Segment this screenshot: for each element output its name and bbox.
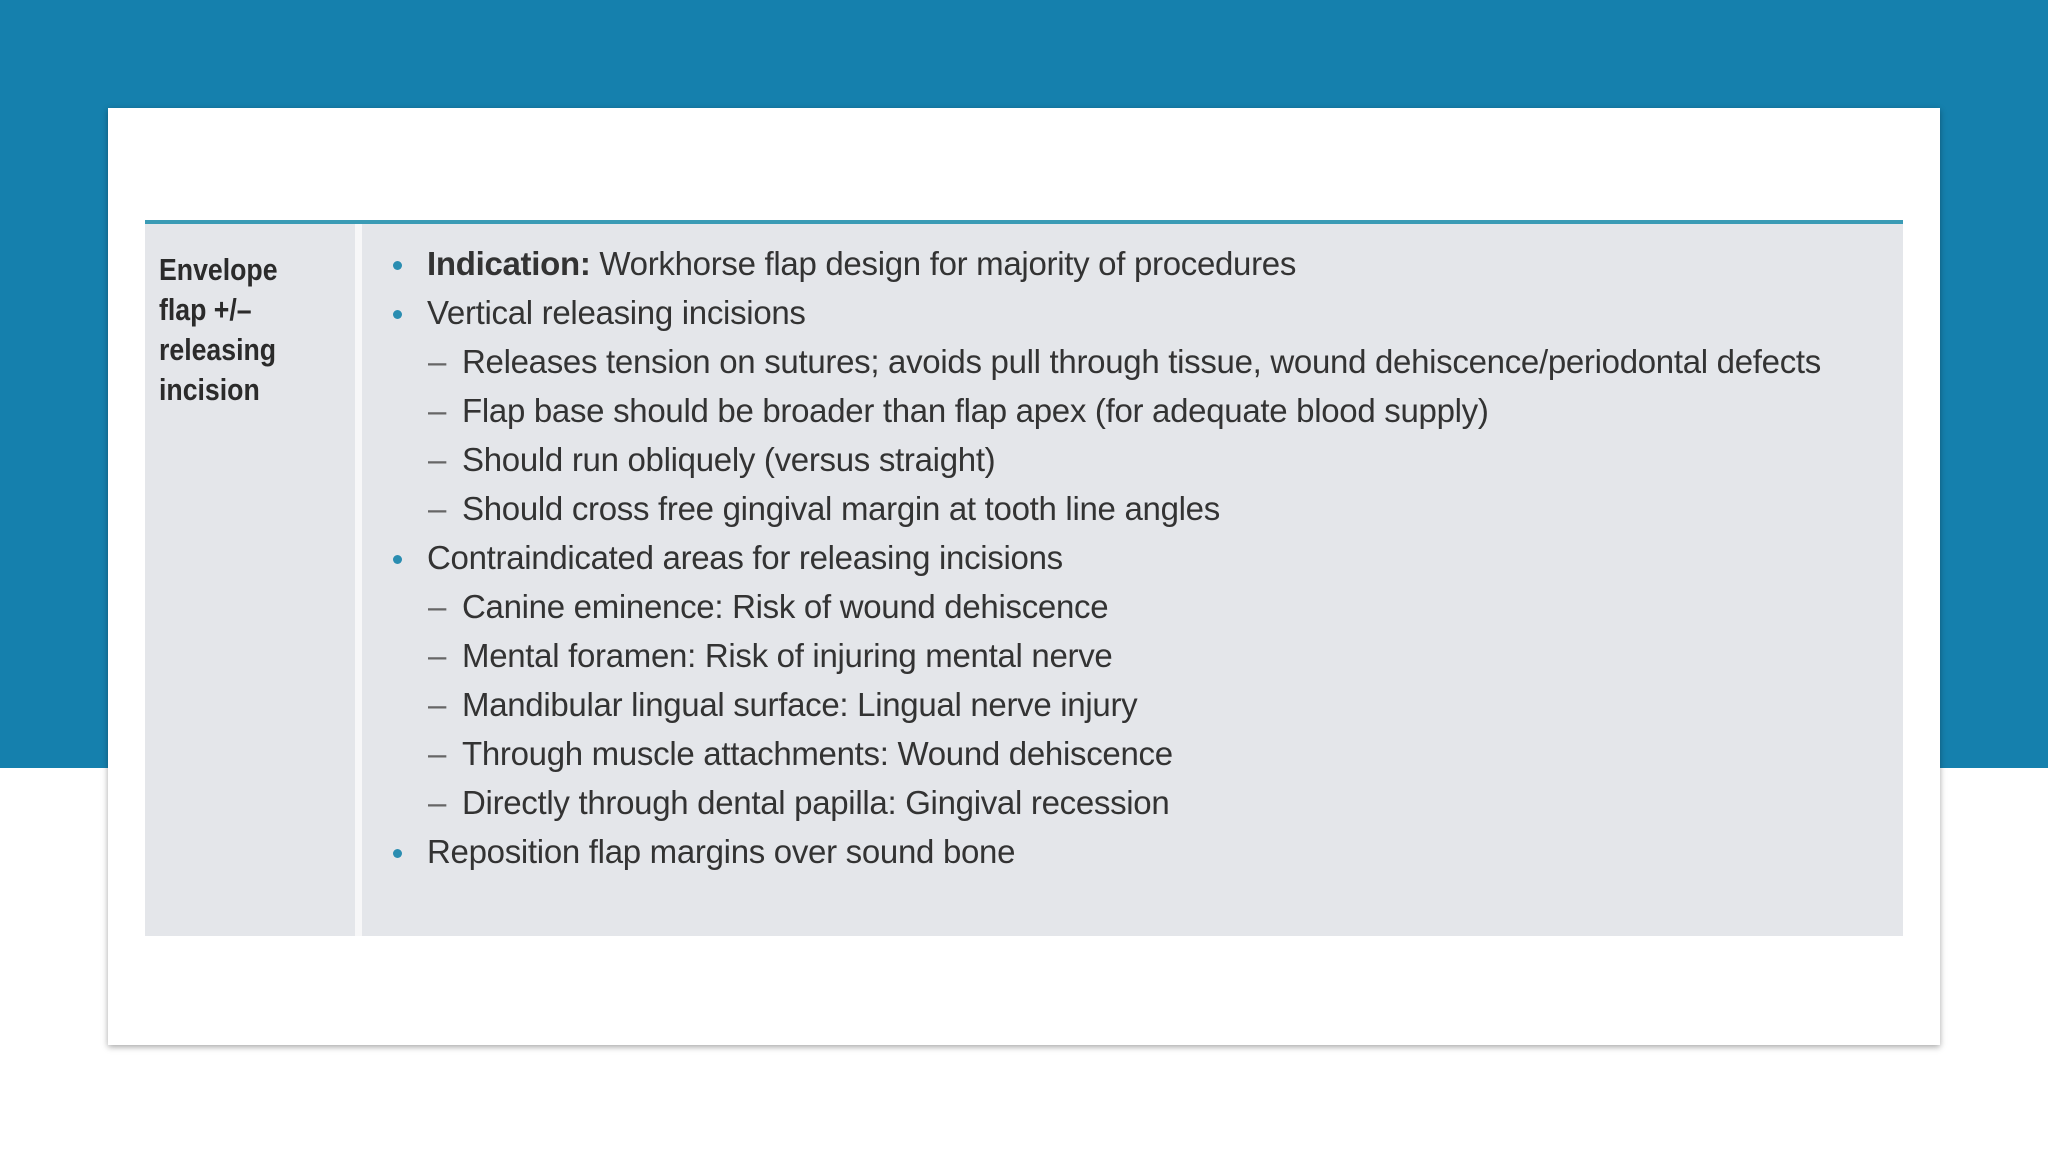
bullet-dot-icon — [393, 310, 402, 319]
dash-icon: – — [428, 490, 447, 527]
dash-icon: – — [428, 343, 447, 380]
sub-item-text: Flap base should be broader than flap apex (for adequate blood supply) — [462, 392, 1489, 429]
bullet-dot-icon — [393, 849, 402, 858]
sub-item-text: Canine eminence: Risk of wound dehiscence — [462, 588, 1109, 625]
sub-item-muscle-attachments — [390, 734, 1880, 774]
dash-icon: – — [428, 686, 447, 723]
row-label: Envelope flap +/– releasing incision — [159, 252, 278, 407]
content-cell — [390, 244, 1880, 881]
bullet-dot-icon — [393, 261, 402, 270]
content-table — [145, 220, 1903, 936]
bullet-text: Vertical releasing incisions — [427, 294, 806, 331]
sub-item-text: Should cross free gingival margin at tooth line angles — [462, 490, 1220, 527]
dash-icon: – — [428, 735, 447, 772]
sub-item-mandibular-lingual — [390, 685, 1880, 725]
row-label-cell — [145, 224, 362, 936]
dash-icon: – — [428, 637, 447, 674]
sub-item-text: Directly through dental papilla: Gingival recession — [462, 784, 1170, 821]
sub-item-flap-base — [390, 391, 1880, 431]
bullet-text: Contraindicated areas for releasing incisions — [427, 539, 1063, 576]
sub-item-releases-tension — [390, 342, 1880, 382]
sub-item-mental-foramen — [390, 636, 1880, 676]
sub-item-text: Releases tension on sutures; avoids pull through tissue, wound dehiscence/periodontal defects — [462, 343, 1821, 380]
sub-item-text: Through muscle attachments: Wound dehiscence — [462, 735, 1173, 772]
bullet-dot-icon — [393, 555, 402, 564]
dash-icon: – — [428, 588, 447, 625]
dash-icon: – — [428, 392, 447, 429]
sub-item-canine-eminence — [390, 587, 1880, 627]
sub-item-text: Mental foramen: Risk of injuring mental nerve — [462, 637, 1113, 674]
sub-item-run-obliquely — [390, 440, 1880, 480]
dash-icon: – — [428, 441, 447, 478]
dash-icon: – — [428, 784, 447, 821]
bullet-item-vertical-releasing — [390, 293, 1880, 333]
sub-item-text: Should run obliquely (versus straight) — [462, 441, 996, 478]
sub-item-text: Mandibular lingual surface: Lingual nerve injury — [462, 686, 1138, 723]
sub-item-dental-papilla — [390, 783, 1880, 823]
bullet-text: Reposition flap margins over sound bone — [427, 833, 1016, 870]
bullet-item-reposition — [390, 832, 1880, 872]
indication-text: Workhorse flap design for majority of procedures — [590, 245, 1297, 282]
indication-label: Indication: — [427, 245, 591, 282]
bullet-item-indication — [390, 244, 1880, 284]
sub-item-cross-gingival — [390, 489, 1880, 529]
bullet-item-contraindicated — [390, 538, 1880, 578]
